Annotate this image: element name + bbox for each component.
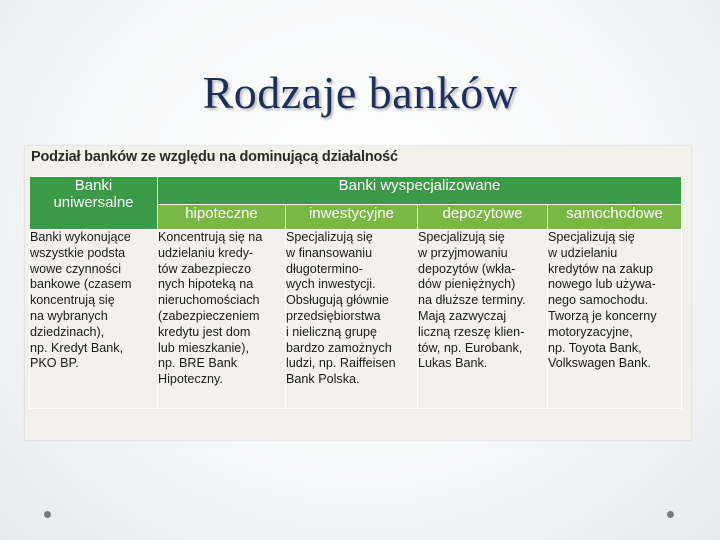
cell-mortgage	[158, 230, 286, 409]
bank-types-table	[29, 176, 682, 409]
cell-investment	[286, 230, 418, 409]
header-deposit: depozytowe	[418, 204, 548, 229]
left-bullet-dot	[44, 511, 51, 518]
table-row	[30, 230, 682, 409]
scanned-table-image	[25, 146, 691, 440]
cell-text: Specjalizują się w udzielaniu kredytów na zakup nowego lub używa- nego samochodu. Tworzą je koncerny motoryzacyjne, np. Toyota Bank, Volkswagen Bank.	[548, 230, 657, 371]
header-specialized-banks: Banki wyspecjalizowane	[158, 177, 682, 205]
cell-universal	[30, 230, 158, 409]
header-investment: inwestycyjne	[286, 204, 418, 229]
header-mortgage: hipoteczne	[158, 204, 286, 229]
header-automotive: samochodowe	[548, 204, 682, 229]
header-universal-banks	[30, 177, 158, 230]
cell-text: Koncentrują się na udzielaniu kredy- tów zabezpieczo nych hipoteką na nieruchomościach (zabezpieczeniem kredytu jest dom lub mieszkanie), np. BRE Bank Hipoteczny.	[158, 230, 263, 387]
cell-text: Specjalizują się w finansowaniu długotermino- wych inwestycji. Obsługują głównie przedsiębiorstwa i nieliczną grupę bardzo zamożnych ludzi, np. Raiffeisen Bank Polska.	[286, 230, 396, 387]
header-universal-label: Banki uniwersalne	[53, 177, 134, 211]
right-bullet-dot	[667, 511, 674, 518]
cell-text: Banki wykonujące wszystkie podsta wowe czynności bankowe (czasem koncentrują się na wybranych dziedzinach), np. Kredyt Bank, PKO BP.	[30, 230, 132, 371]
table-caption: Podział banków ze względu na dominującą działalność	[31, 149, 398, 165]
cell-deposit	[418, 230, 548, 409]
cell-automotive	[548, 230, 682, 409]
cell-text: Specjalizują się w przyjmowaniu depozytów (wkła- dów pieniężnych) na dłuższe terminy. Mają zazwyczaj liczną rzeszę klien- tów, np. Eurobank, Lukas Bank.	[418, 230, 526, 371]
slide-title: Rodzaje banków	[202, 67, 518, 118]
